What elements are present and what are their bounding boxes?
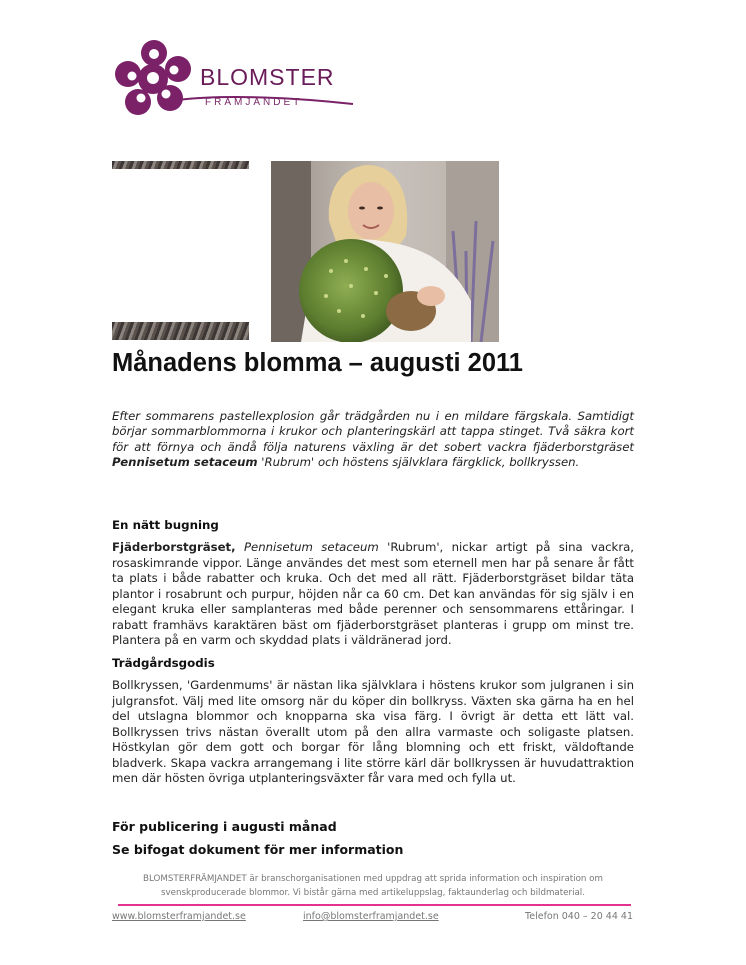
section2-heading: Trädgårdsgodis xyxy=(112,656,215,670)
photo-strip-bottom xyxy=(112,322,249,340)
publication-note: För publicering i augusti månad xyxy=(112,819,337,834)
photo-strip-top xyxy=(112,161,249,169)
page-title: Månadens blomma – augusti 2011 xyxy=(112,349,523,377)
section1-heading: En nätt bugning xyxy=(112,518,219,532)
attachment-note: Se bifogat dokument för mer information xyxy=(112,842,404,857)
footer-email-link[interactable]: info@blomsterframjandet.se xyxy=(303,911,439,922)
woman-with-bollkryss-photo xyxy=(271,161,499,342)
intro-paragraph: Efter sommarens pastellexplosion går trädgården nu i en mildare färgskala. Samtidigt börjar sommarblommorna i krukor och planteringskärl att tappa stinget. Två säkra kort för att förnya och ändå följa naturens växling är det sobert vackra fjäderborstgräset Pennisetum setaceum 'Rubrum' och höstens självklara färgklick, bollkryssen. xyxy=(112,409,634,469)
section2-paragraph: Bollkryssen, 'Gardenmums' är nästan lika självklara i höstens krukor som julgranen i sin julgransfot. Välj med lite omsorg när du köper din bollkryss. Växten ska gärna ha en hel del utslagna blommor och knopparna ska visa färg. I övrigt är detta ett lätt val. Bollkryssen trivs nästan överallt utom på den allra varmaste och soligaste platsen. Höstkylan gör dem gott och borgar för lång blomning och ett friskt, väldoftande bladverk. Skapa vackra arrangemang i lite större kärl där bollkryssen är huvudattraktion men där hösten övriga utplanteringsväxter får vara med och fylla ut. xyxy=(112,678,634,785)
brand-name: BLOMSTER xyxy=(200,64,335,90)
brand-subtitle: FRÄMJANDET xyxy=(205,97,303,108)
section1-paragraph: Fjäderborstgräset, Pennisetum setaceum 'Rubrum', nickar artigt på sina vackra, rosaskimrande vippor. Länge användes det mest som eternell men har på senare år fått ta plats i både rabatter och kruka. Och det med all rätt. Fjäderborstgräset bildar täta plantor i rosabrunt och purpur, höjden når ca 60 cm. Det kan användas för sig själv i en elegant kruka eller samplanteras med både perenner och sensommarens ettåringar. I rabatt framhävs karaktären bäst om fjäderborstgräset planteras i grupp om minst tre. Plantera på en varm och skyddad plats i väldränerad jord. xyxy=(112,540,634,647)
footer-about: BLOMSTERFRÄMJANDET är branschorganisationen med uppdrag att sprida information och inspiration om svenskproducerade blommor. Vi bistår gärna med artikeluppslag, faktaunderlag och bildmaterial. xyxy=(143,874,603,898)
footer-website-link[interactable]: www.blomsterframjandet.se xyxy=(112,911,246,922)
footer-divider xyxy=(118,904,631,906)
footer-phone: Telefon 040 – 20 44 41 xyxy=(525,911,633,922)
